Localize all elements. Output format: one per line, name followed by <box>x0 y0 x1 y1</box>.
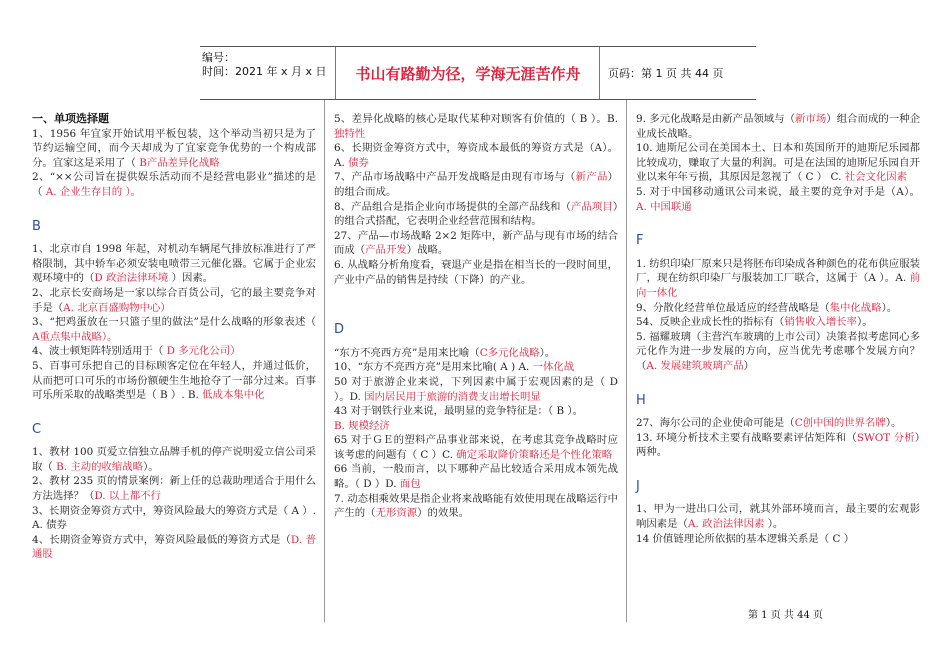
question-text: ）战略。 <box>406 244 449 257</box>
time-label: 时间：2021 年 x 月 x 日 <box>202 65 327 78</box>
question-text: ）两种。 <box>636 431 920 459</box>
question-text: 2、“××公司旨在提供娱乐活动而不是经营电影业”描述的是（ <box>32 171 316 198</box>
question-item <box>32 344 316 359</box>
answer-text: D 政治法律环境 <box>94 272 172 285</box>
question-text: 27、海尔公司的企业使命可能是（ <box>636 417 795 430</box>
answer-text: 一体化战 <box>532 361 575 374</box>
question-text: ）的效果。 <box>417 507 470 520</box>
question-text: 9、分散化经营单位最适应的经营战略是（ <box>636 301 830 314</box>
answer-text: D. 普通股 <box>32 533 316 561</box>
answer-text: B. 规模经济 <box>334 419 390 432</box>
column-1 <box>32 112 316 562</box>
answer-text: C创中国的世界名牌 <box>794 417 886 430</box>
answer-text: 独特性 <box>334 127 366 140</box>
question-item <box>334 229 618 258</box>
answer-text: B. 主动的收缩战略 <box>56 460 144 473</box>
question-item <box>32 533 316 562</box>
question-text: 2、北京长安商场是一家以综合百货公司，它的最主要竞争对手是（ <box>32 286 316 314</box>
answer-text: A重点集中战略）。 <box>32 330 118 343</box>
question-text: 8、产品组合是指企业向市场提供的全部产品线和（ <box>334 200 571 213</box>
index-letter-c: C <box>32 421 42 437</box>
question-item: 3、长期资金筹资方式中，筹资风险最大的筹资方式是（ A ）. A. 债券 <box>32 504 316 532</box>
question-text: ）。 <box>539 346 556 359</box>
answer-text: 国内居民用于旅游的消费支出增长明显 <box>364 390 541 403</box>
answer-text: 无形资源 <box>375 507 418 520</box>
question-text: ）的组合而成。 <box>334 171 619 198</box>
index-letter-f: F <box>636 233 644 249</box>
question-item <box>334 112 618 141</box>
answer-text: 新产品 <box>575 171 608 184</box>
question-text: ）的组合式搭配，它表明企业经营范围和结构。 <box>334 200 619 228</box>
question-item <box>32 127 316 171</box>
question-item <box>636 502 920 531</box>
question-item <box>334 492 618 521</box>
question-item <box>636 301 920 316</box>
question-text: 6、长期资金筹资方式中，筹资成本最低的筹资方式是（A）。A. <box>334 142 618 169</box>
serial-label: 编号： <box>202 51 235 64</box>
question-text: ）。 <box>857 316 873 329</box>
answer-text: 确定采取降价策略还是个性化策略 <box>456 448 613 461</box>
answer-text: 面包 <box>399 478 421 491</box>
section-title: 一、单项选择题 <box>32 112 109 125</box>
question-item <box>32 474 316 503</box>
question-item: 14 价值链理论所依据的基本逻辑关系是（ C ） <box>636 532 855 545</box>
answer-text: D 多元化公司） <box>166 345 241 358</box>
index-letter-b: B <box>32 218 41 234</box>
header-meta-cell <box>200 47 336 99</box>
question-text: 3、“把鸡蛋放在一只篮子里的做法”是什么战略的形象表述（ <box>32 316 316 329</box>
question-item <box>32 315 316 344</box>
header-page-label: 页码：第 1 页 共 44 页 <box>608 67 724 80</box>
question-item <box>636 112 920 141</box>
question-text: 1. 纺织印染厂原来只是将胚布印染成各种颜色的花布供应服装厂，现在纺织印染厂与服装加工厂联合，这属于（A ）。A. <box>636 257 920 285</box>
question-text: 4、波士顿矩阵特别适用于（ <box>32 345 167 358</box>
answer-text: 低成本集中化 <box>202 389 265 402</box>
answer-text: A. 北京百盛购物中心） <box>63 301 171 314</box>
question-text: 1、北京市自 1998 年起，对机动车辆尾气排放标准进行了严格限制，其中轿车必须安装电喷带三元催化器。它属于企业宏观环境中的（ <box>32 243 316 285</box>
question-item <box>32 242 316 286</box>
question-item <box>636 431 920 460</box>
answer-text: 产品开发 <box>365 244 407 257</box>
question-item <box>636 315 920 330</box>
question-item <box>334 404 618 433</box>
answer-text: 前向一体化 <box>636 272 920 299</box>
column-divider <box>626 100 627 622</box>
answer-text: A. 企业生存目的 ）。 <box>42 185 142 198</box>
question-text: 10、“东方不亮西方亮”是用来比喻( A ) A. <box>334 361 533 374</box>
question-item <box>636 416 920 431</box>
question-text: “东方不亮西方亮”是用来比喻（ <box>334 346 480 359</box>
question-item <box>32 170 316 199</box>
question-text: 50 对于旅游企业来说，下列因素中属于宏观因素的是（ D ）。D. <box>334 375 618 403</box>
question-text: 9. 多元化战略是由新产品领域与（ <box>636 113 796 125</box>
question-text: 1、教材 100 页爱立信独立品牌手机的停产说明爱立信公司采取（ <box>32 446 316 473</box>
question-item <box>334 346 618 361</box>
question-item <box>334 462 618 491</box>
question-item <box>334 375 618 404</box>
question-text: 4、长期资金筹资方式中，筹资风险最低的筹资方式是（ <box>32 533 291 546</box>
question-item <box>636 257 920 301</box>
index-letter-j: J <box>636 478 640 494</box>
question-text: ）。 <box>881 301 898 314</box>
answer-text: SWOT 分析 <box>856 431 915 444</box>
index-letter-d: D <box>334 322 345 338</box>
column-2 <box>334 112 618 521</box>
question-item: 6. 从战略分析角度看，衰退产业是指在相当长的一段时间里，产业中产品的销售是持续（下降）的产业。 <box>334 258 618 286</box>
question-item <box>32 359 316 403</box>
index-letter-h: H <box>636 392 646 408</box>
answer-text: D. 以上都不行 <box>94 490 161 503</box>
answer-text: 社会文化因素 <box>844 171 908 184</box>
question-text: 7、产品市场战略中产品开发战略是由现有市场与（ <box>334 171 576 184</box>
question-text: ）因素。 <box>171 272 214 285</box>
answer-text: 销售收入增长率 <box>784 316 858 329</box>
question-item <box>636 141 920 185</box>
question-text: 5. 对于中国移动通讯公司来说，最主要的竞争对手是（A）。 <box>636 185 920 198</box>
question-text: 1、1956 年宜家开始试用平板包装，这个举动当初只是为了节约运输空间，而今天却成为了宜家竞争优势的一个构成部分。宜家这是采用了（ <box>32 127 316 169</box>
answer-text: B产品差异化战略 <box>139 156 220 169</box>
question-text: 1、甲为一进出口公司，就其外部环境而言，最主要的宏观影响因素是（ <box>636 503 920 531</box>
answer-text: 债券 <box>348 156 369 169</box>
question-text: 13. 环境分析技术主要有战略要素评估矩阵和（ <box>636 431 857 444</box>
question-item <box>32 445 316 474</box>
answer-text: 集中化战略 <box>829 301 882 314</box>
question-text: 5. 福耀玻璃（主营汽车玻璃的上市公司）决策者拟考虑同心多元化作为进一步发展的方向，应当优先考虑哪个发展方向？（ <box>636 330 920 372</box>
question-item <box>334 433 618 462</box>
question-text: 66 当前，一般而言，以下哪种产品比较适合采用成本领先战略。（ D ）D. <box>334 463 618 491</box>
question-text: ）。 <box>885 417 902 430</box>
question-text: 54、反映企业成长性的指标有（ <box>636 316 785 329</box>
answer-text: A. 中国联通 <box>636 200 692 213</box>
question-text: 65 对于ＧＥ的塑料产品事业部来说，在考虑其竞争战略时应该考虑的问题有（ C ）C. <box>334 434 618 461</box>
question-text: 43 对于钢铁行业来说，最明显的竞争特征是：（ B ）。 <box>334 405 583 418</box>
answer-text: A. 发展建筑玻璃产品 <box>646 359 744 372</box>
question-item <box>32 286 316 315</box>
question-text: 5、差异化战略的核心是取代某种对顾客有价值的（ B ）。B. <box>334 113 618 125</box>
page-header <box>200 46 756 100</box>
question-text: ）组合而成的一种企业成长战略。 <box>636 113 921 140</box>
column-divider <box>324 100 325 622</box>
question-text: ） <box>743 359 755 372</box>
column-3 <box>636 112 920 546</box>
header-motto: 书山有路勤为径，学海无涯苦作舟 <box>337 47 600 99</box>
answer-text: C多元化战略 <box>479 346 540 359</box>
question-text: 5、百事可乐把自己的目标顾客定位在年轻人，并通过低价，从而把可口可乐的市场份额硬生生地抢夺了一部分过来。百事可乐所采取的战略类型是（ B ）. B. <box>32 359 316 402</box>
question-item <box>334 360 618 375</box>
page-footer: 第 1 页 共 44 页 <box>748 610 823 621</box>
answer-text: A. 政治法律因素 <box>687 518 765 531</box>
question-text: 10. 迪斯尼公司在美国本土、日本和英国所开的迪斯尼乐园都比较成功，赚取了大量的利润。可是在法国的迪斯尼乐园自开业以来年年亏损，其原因是忽视了（ C ） C. <box>636 142 920 184</box>
question-item <box>334 200 618 229</box>
question-item <box>334 141 618 170</box>
answer-text: 产品项目 <box>570 200 613 213</box>
question-text: 7. 动态相乘效果是指企业将来战略能有效使用现在战略运行中产生的（ <box>334 492 618 520</box>
question-item <box>334 170 618 199</box>
question-text: 27、产品—市场战略 2×2 矩阵中，新产品与现有市场的结合而成（ <box>334 229 618 257</box>
question-text: 2、教材 235 页的情景案例：新上任的总裁助理适合于用什么方法选择？（ <box>32 475 316 503</box>
question-item <box>636 330 920 374</box>
answer-text: 新市场 <box>795 113 827 125</box>
question-text: ）。 <box>143 460 159 473</box>
question-text: ）。 <box>764 518 784 531</box>
question-item <box>636 185 920 214</box>
